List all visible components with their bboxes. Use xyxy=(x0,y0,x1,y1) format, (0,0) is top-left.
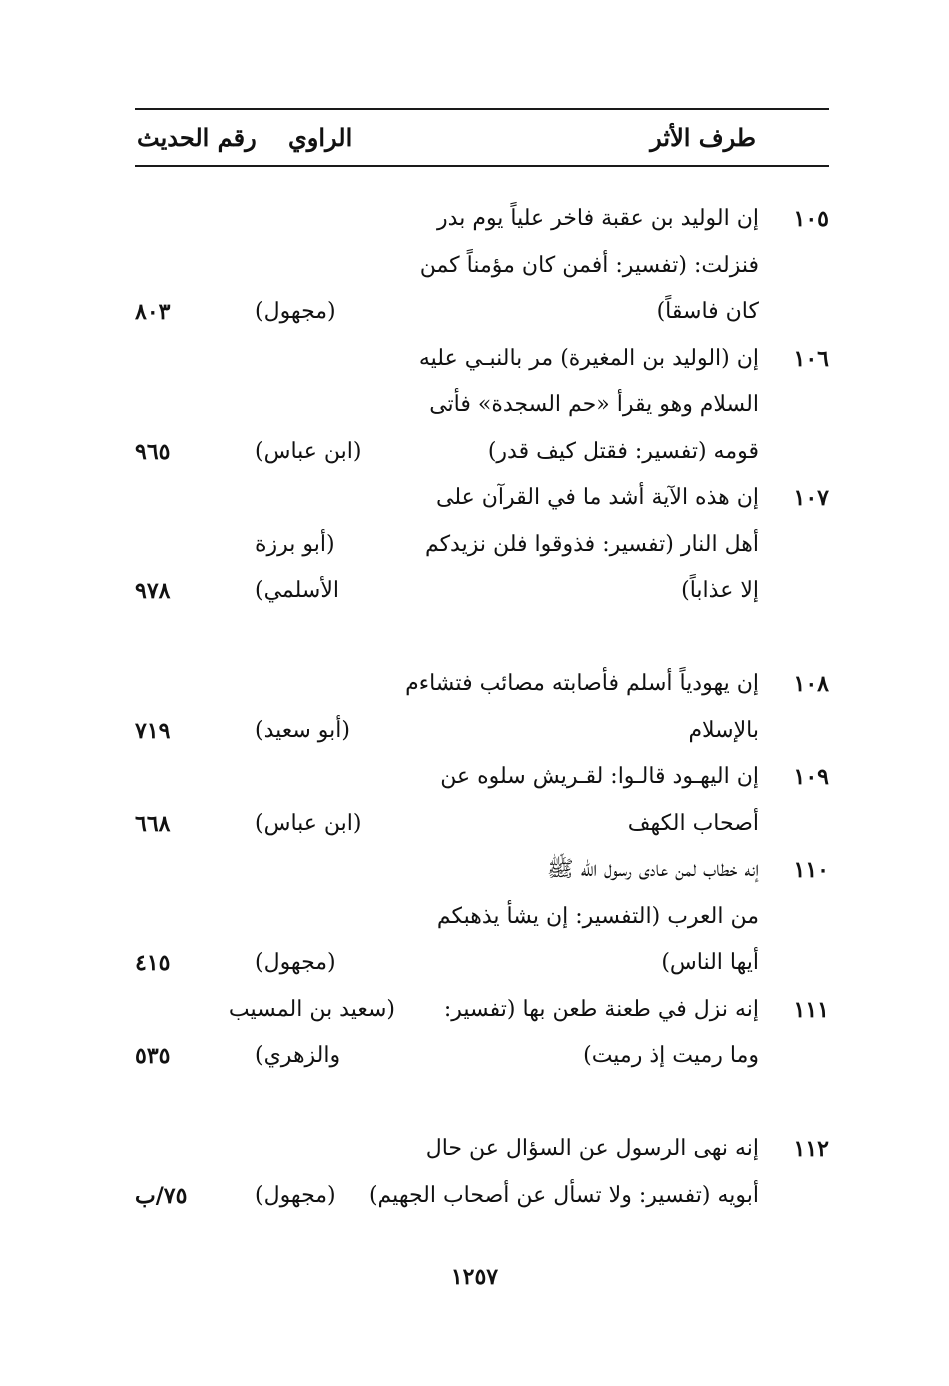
entry-narrator xyxy=(255,289,395,336)
entry-text-line: بالإسلام xyxy=(688,717,759,743)
index-entry xyxy=(135,987,829,1080)
index-entry xyxy=(135,196,829,336)
entry-hadith-number: ٥٣٥ xyxy=(135,1043,171,1069)
entry-narrator xyxy=(255,1173,395,1220)
entry-text-line: أصحاب الكهف xyxy=(627,810,759,836)
index-entry xyxy=(135,754,829,847)
column-header-athar: طرف الأثر xyxy=(650,123,756,152)
entry-text xyxy=(411,336,759,476)
index-entry xyxy=(135,475,829,615)
entry-number: ١١٠ xyxy=(793,857,829,883)
index-entry xyxy=(135,336,829,476)
entry-narrator-line: (أبو برزة xyxy=(255,531,335,557)
entry-text-line: إن (الوليد بن المغيرة) مر بالنبـي عليه xyxy=(418,345,759,371)
entry-narrator-line: والزهري) xyxy=(255,1043,341,1068)
entry-hadith-number: ٩٧٨ xyxy=(135,578,171,604)
page-number: ١٢٥٧ xyxy=(450,1264,499,1290)
entry-narrator xyxy=(228,987,395,1080)
entry-narrator-line: (مجهول) xyxy=(255,299,336,324)
entry-gap xyxy=(135,615,829,662)
entry-hadith-number: ٧١٩ xyxy=(135,717,171,744)
index-entry xyxy=(135,847,829,987)
entry-text-line: إن هذه الآية أشد ما في القرآن على xyxy=(435,485,759,510)
entry-narrator-line: (سعيد بن المسيب xyxy=(228,996,395,1022)
entry-hadith-number: ٨٠٣ xyxy=(135,299,171,325)
entry-number: ١٠٩ xyxy=(793,764,829,790)
index-entry xyxy=(135,661,829,754)
entry-hadith-number: ٦٦٨ xyxy=(135,810,171,837)
entry-text-line: إنه نهى الرسول عن السؤال عن حال xyxy=(425,1136,759,1161)
entry-narrator-line: (مجهول) xyxy=(255,1182,336,1208)
entry-text-line: وما رميت إذ رميت) xyxy=(583,1043,759,1068)
entry-narrator-line: (ابن عباس) xyxy=(255,810,362,836)
entry-narrator-line: (أبو سعيد) xyxy=(255,717,350,743)
entry-narrator xyxy=(255,801,395,848)
entry-narrator-line: (مجهول) xyxy=(255,950,336,975)
entry-number: ١٠٦ xyxy=(793,345,829,372)
column-header-rawi: الراوي xyxy=(288,123,353,152)
entry-hadith-number: ٤١٥ xyxy=(135,950,171,976)
entry-text xyxy=(411,475,759,615)
entry-text-line: أيها الناس) xyxy=(661,950,759,975)
entry-text-line: كان فاسقاً) xyxy=(656,299,759,324)
entry-text-line: إن يهودياً أسلم فأصابته مصائب فتشاءم xyxy=(405,671,759,696)
entry-text-line: أبويه (تفسير: ولا تسأل عن أصحاب الجهيم) xyxy=(368,1182,759,1208)
entry-text xyxy=(411,987,759,1080)
entry-text-line: فنزلت: (تفسير: أفمن كان مؤمناً كمن xyxy=(419,252,759,278)
entry-text xyxy=(411,196,759,336)
entry-text-line: إلا عذاباً) xyxy=(681,578,759,603)
entry-number: ١١٢ xyxy=(793,1136,829,1162)
column-header-raqm: رقم الحديث xyxy=(137,123,257,152)
entry-number: ١٠٧ xyxy=(793,485,829,511)
entry-number: ١١١ xyxy=(793,996,829,1023)
entry-number: ١٠٨ xyxy=(793,671,829,697)
entry-text xyxy=(405,661,759,754)
entry-text-line: من العرب (التفسير: إن يشأ يذهبكم xyxy=(436,903,759,929)
entry-text-line: السلام وهو يقرأ «حم السجدة» فأتى xyxy=(429,392,759,417)
hadith-index-list xyxy=(135,196,829,1219)
header-bottom-rule xyxy=(135,165,829,167)
entry-narrator xyxy=(255,940,395,987)
entry-text-line: إنه نزل في طعنة طعن بها (تفسير: xyxy=(443,996,759,1022)
entry-hadith-number: ٧٥/ب xyxy=(135,1182,188,1209)
entry-text-line: قومه (تفسير: فقتل كيف قدر) xyxy=(487,438,759,464)
entry-narrator xyxy=(255,522,395,615)
entry-hadith-number: ٩٦٥ xyxy=(135,438,171,465)
entry-narrator-line: (ابن عباس) xyxy=(255,438,362,464)
entry-text xyxy=(411,754,759,847)
entry-text xyxy=(411,847,759,987)
entry-narrator-line: الأسلمي) xyxy=(255,578,340,603)
entry-text xyxy=(368,1126,759,1219)
entry-text-line: إن اليهـود قالـوا: لقـريش سلوه عن xyxy=(440,764,759,789)
entry-gap xyxy=(135,1080,829,1127)
entry-text-line: إنه خطاب لمن عادى رسول اللّه ﷺ xyxy=(547,857,759,882)
entry-number: ١٠٥ xyxy=(793,206,829,232)
header-top-rule xyxy=(135,108,829,110)
entry-text-line: إن الوليد بن عقبة فاخر علياً يوم بدر xyxy=(437,206,759,231)
entry-narrator xyxy=(255,429,395,476)
entry-text-line: أهل النار (تفسير: فذوقوا فلن نزيدكم xyxy=(424,531,759,557)
entry-narrator xyxy=(255,708,395,755)
index-entry xyxy=(135,1126,829,1219)
